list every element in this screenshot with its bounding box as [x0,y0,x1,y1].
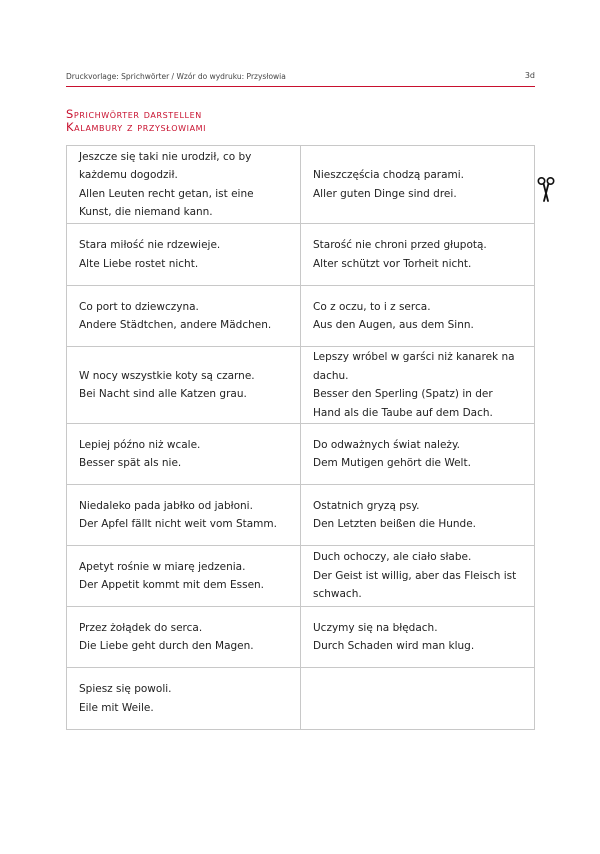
page-number: 3d [524,71,535,80]
proverb-card [301,146,535,224]
proverb-card [67,347,301,424]
proverb-card [67,424,301,485]
proverb-card [67,146,301,224]
proverb-polish: Co z oczu, to i z serca. [313,300,431,313]
proverb-polish: Stara miłość nie rdzewieje. [79,239,221,251]
proverb-german: Der Geist ist willig, aber das Fleisch ist schwach. [313,569,517,601]
proverb-polish: Przez żołądek do serca. [79,621,203,634]
header-divider [66,86,535,87]
proverb-card [67,607,301,668]
title-polish: Kalambury z przysłowiami [66,120,207,134]
proverb-polish: Nieszczęścia chodzą parami. [313,169,465,181]
proverb-german: Durch Schaden wird man klug. [313,640,475,652]
proverb-polish: Ostatnich gryzą psy. [313,499,420,512]
proverb-polish: Starość nie chroni przed głupotą. [313,239,487,251]
proverb-card [301,485,535,546]
proverb-card-grid [66,145,535,730]
proverb-polish: Uczymy się na błędach. [313,621,438,634]
header-source-label: Druckvorlage: Sprichwörter / Wzór do wydruku: Przysłowia [66,72,286,81]
proverb-german: Eile mit Weile. [79,701,154,714]
proverb-german: Der Apfel fällt nicht weit vom Stamm. [79,518,277,530]
proverb-german: Andere Städtchen, andere Mädchen. [79,319,272,331]
proverb-card [67,546,301,607]
proverb-card [301,424,535,485]
proverb-german: Der Appetit kommt mit dem Essen. [79,579,265,591]
proverb-polish: Spiesz się powoli. [79,683,172,695]
proverb-card [301,607,535,668]
proverb-card [67,286,301,347]
proverb-polish: Co port to dziewczyna. [79,300,199,313]
proverb-german: Die Liebe geht durch den Magen. [79,640,254,652]
proverb-german: Besser spät als nie. [79,457,182,469]
proverb-polish: Jeszcze się taki nie urodził, co by każdemu dogodził. [79,150,252,181]
proverb-card [301,546,535,607]
proverb-polish: Lepszy wróbel w garści niż kanarek na dachu. [313,351,515,382]
proverb-card [67,224,301,286]
proverb-german: Den Letzten beißen die Hunde. [313,518,477,530]
proverb-card-empty [301,668,535,730]
page-header [66,70,535,84]
proverb-german: Aller guten Dinge sind drei. [313,187,457,200]
proverb-german: Bei Nacht sind alle Katzen grau. [79,388,247,400]
proverb-german: Alter schützt vor Torheit nicht. [313,257,472,270]
proverb-card [301,347,535,424]
proverb-polish: Apetyt rośnie w miarę jedzenia. [79,560,246,573]
page-title [66,108,206,134]
proverb-polish: Niedaleko pada jabłko od jabłoni. [79,499,253,512]
proverb-polish: Duch ochoczy, ale ciało słabe. [313,551,472,564]
proverb-german: Dem Mutigen gehört die Welt. [313,457,471,469]
proverb-german: Allen Leuten recht getan, ist eine Kunst, die niemand kann. [79,187,254,218]
proverb-card [301,224,535,286]
proverb-german: Aus den Augen, aus dem Sinn. [313,319,474,331]
proverb-german: Besser den Sperling (Spatz) in der Hand als die Taube auf dem Dach. [313,388,493,419]
proverb-card [67,668,301,730]
proverb-polish: Do odważnych świat należy. [313,438,460,451]
title-german: Sprichwörter darstellen [66,107,202,121]
proverb-german: Alte Liebe rostet nicht. [79,257,199,270]
proverb-card [67,485,301,546]
proverb-card [301,286,535,347]
proverb-polish: Lepiej późno niż wcale. [79,438,201,451]
proverb-polish: W nocy wszystkie koty są czarne. [79,369,255,382]
scissors-icon [537,176,555,202]
